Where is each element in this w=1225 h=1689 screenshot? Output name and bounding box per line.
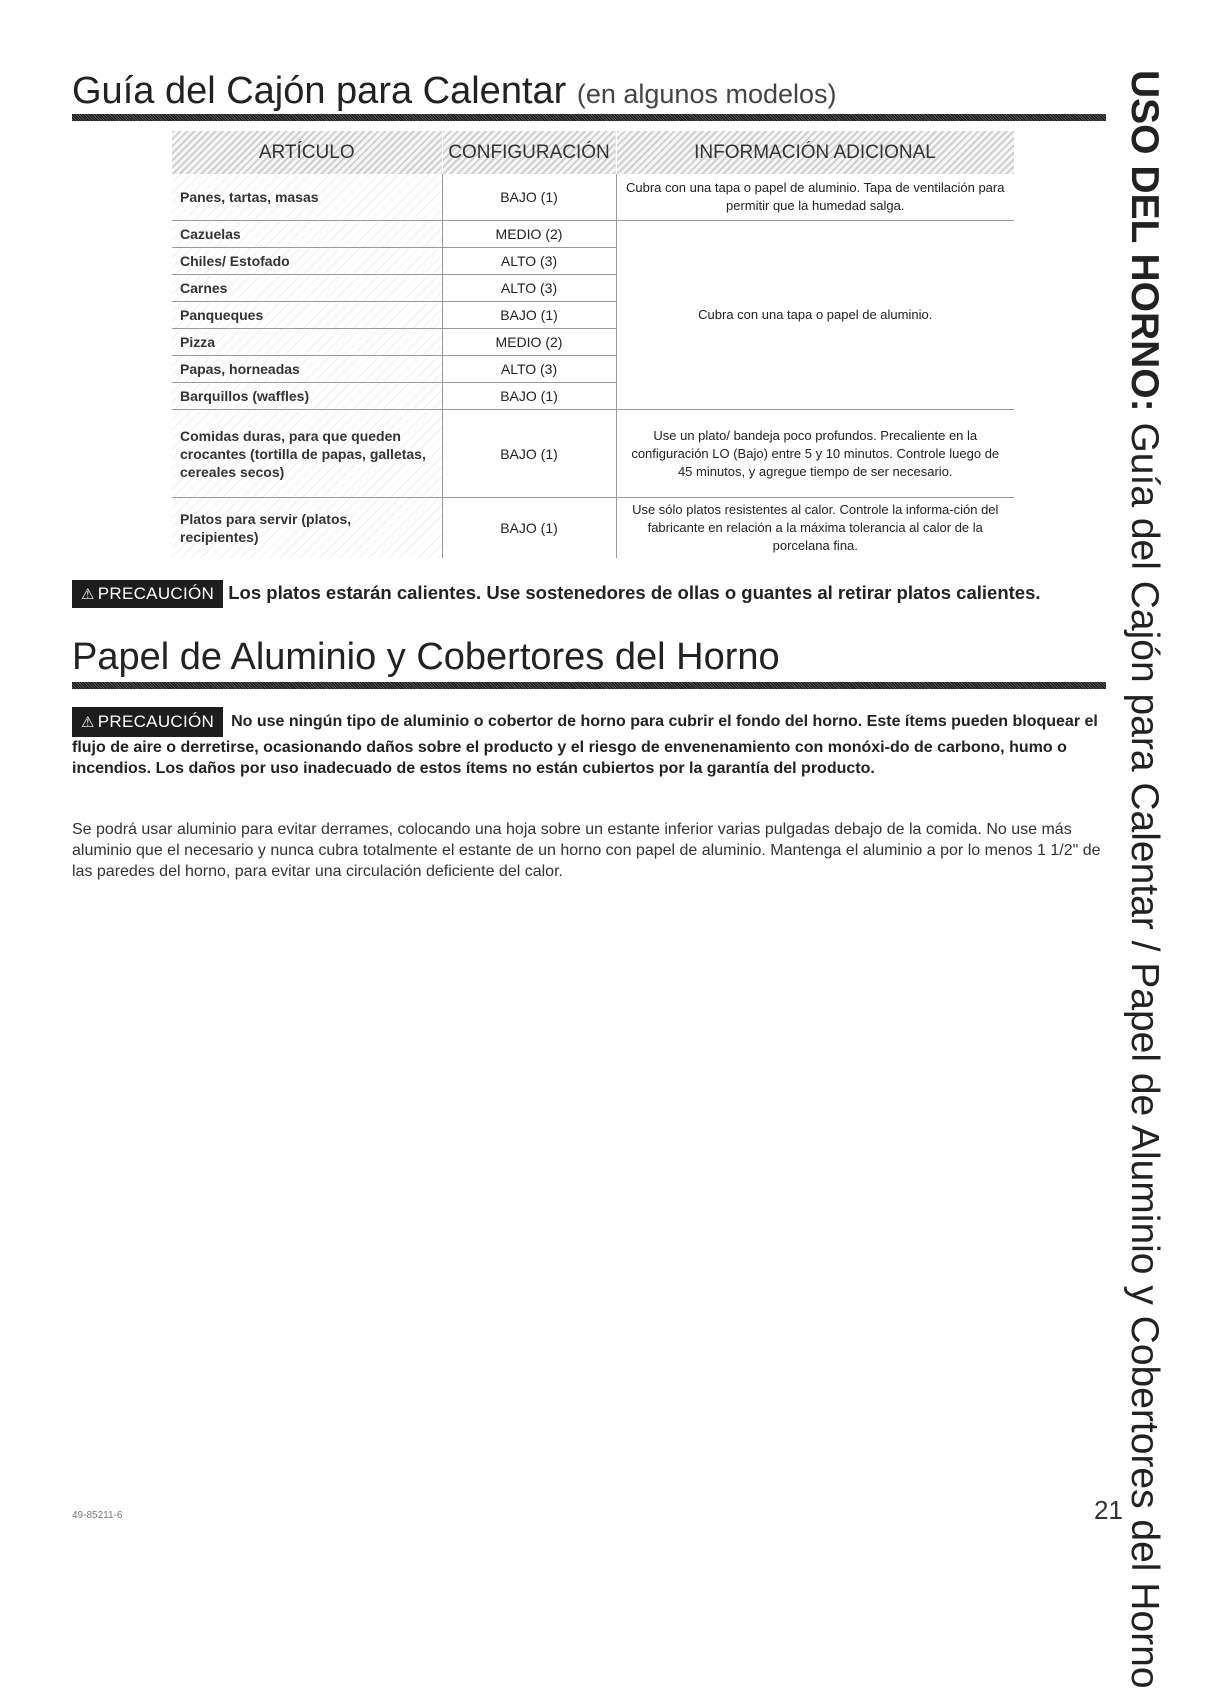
warning-icon: ⚠ — [81, 586, 95, 603]
info-cell: Use un plato/ bandeja poco profundos. Precaliente en la configuración LO (Bajo) entre 5 y 10 minutos. Controle luego de 45 minutos, y agregue tiempo de ser necesario. — [616, 410, 1014, 498]
warming-drawer-table — [172, 131, 1015, 558]
document-code: 49-85211-6 — [72, 1510, 123, 1521]
caution-foil — [72, 707, 1102, 779]
setting-cell: BAJO (1) — [442, 174, 616, 221]
header-setting: CONFIGURACIÓN — [442, 131, 616, 174]
item-cell: Carnes — [172, 275, 442, 302]
title-rule — [72, 682, 1106, 689]
foil-body-text: Se podrá usar aluminio para evitar derrames, colocando una hoja sobre un estante inferior varias pulgadas debajo de la comida. No use más aluminio que el necesario y nunca cubra totalmente el estante de un horno con papel de aluminio. Mantenga el aluminio a por lo menos 1 1/2" de las paredes del horno, para evitar una circulación deficiente del calor. — [72, 821, 1101, 880]
section-title-warming-drawer — [72, 70, 837, 113]
section-title-foil: Papel de Aluminio y Cobertores del Horno — [72, 636, 780, 678]
setting-cell: BAJO (1) — [442, 383, 616, 410]
item-cell: Barquillos (waffles) — [172, 383, 442, 410]
caution-text: No use ningún tipo de aluminio o cobertor de horno para cubrir el fondo del horno. Este ítems pueden bloquear el flujo de aire o derretirse, ocasionando daños sobre el producto y el riesgo de envenenamiento con monóxi-do de carbono, humo o incendios. Los daños por uso inadecuado de estos ítems no están cubiertos por la garantía del producto. — [72, 713, 1098, 777]
item-cell: Platos para servir (platos, recipientes) — [172, 498, 442, 559]
caution-hot-dishes — [72, 580, 1132, 608]
side-label-rest: Guía del Cajón para Calentar / Papel de Aluminio y Cobertores del Horno — [1123, 411, 1166, 1689]
setting-cell: ALTO (3) — [442, 275, 616, 302]
section-title-text: Guía del Cajón para Calentar — [72, 70, 567, 112]
warning-icon: ⚠ — [81, 714, 95, 731]
setting-cell: BAJO (1) — [442, 498, 616, 559]
setting-cell: BAJO (1) — [442, 302, 616, 329]
header-info: INFORMACIÓN ADICIONAL — [616, 131, 1014, 174]
caution-text: Los platos estarán calientes. Use sostenedores de ollas o guantes al retirar platos calientes. — [228, 581, 1041, 603]
page-number: 21 — [1094, 1495, 1123, 1525]
table-row — [172, 498, 1014, 559]
table-header-row — [172, 131, 1014, 174]
setting-cell: ALTO (3) — [442, 248, 616, 275]
info-cell-merged: Cubra con una tapa o papel de aluminio. — [616, 221, 1014, 410]
setting-cell: MEDIO (2) — [442, 329, 616, 356]
caution-label: PRECAUCIÓN — [97, 712, 215, 731]
item-cell: Panqueques — [172, 302, 442, 329]
item-cell: Chiles/ Estofado — [172, 248, 442, 275]
caution-label: PRECAUCIÓN — [97, 584, 215, 603]
table-row — [172, 221, 1014, 248]
caution-badge — [72, 707, 223, 737]
section-subtitle: (en algunos modelos) — [576, 79, 837, 109]
item-cell: Cazuelas — [172, 221, 442, 248]
table-row — [172, 410, 1014, 498]
title-rule — [72, 114, 1106, 121]
info-cell: Use sólo platos resistentes al calor. Controle la informa-ción del fabricante en relación a la máxima tolerancia al calor de la porcelana fina. — [632, 502, 999, 553]
setting-cell: BAJO (1) — [442, 410, 616, 498]
side-section-label — [1121, 70, 1167, 1689]
item-cell: Pizza — [172, 329, 442, 356]
item-cell: Papas, horneadas — [172, 356, 442, 383]
item-cell: Comidas duras, para que queden crocantes (tortilla de papas, galletas, cereales secos) — [172, 410, 442, 498]
setting-cell: MEDIO (2) — [442, 221, 616, 248]
header-item: ARTÍCULO — [172, 131, 442, 174]
info-cell: Cubra con una tapa o papel de aluminio. Tapa de ventilación para permitir que la humedad salga. — [616, 174, 1014, 221]
caution-badge — [72, 580, 223, 608]
item-cell: Panes, tartas, masas — [172, 174, 442, 221]
table-row — [172, 174, 1014, 221]
setting-cell: ALTO (3) — [442, 356, 616, 383]
side-label-bold: USO DEL HORNO: — [1123, 70, 1166, 412]
